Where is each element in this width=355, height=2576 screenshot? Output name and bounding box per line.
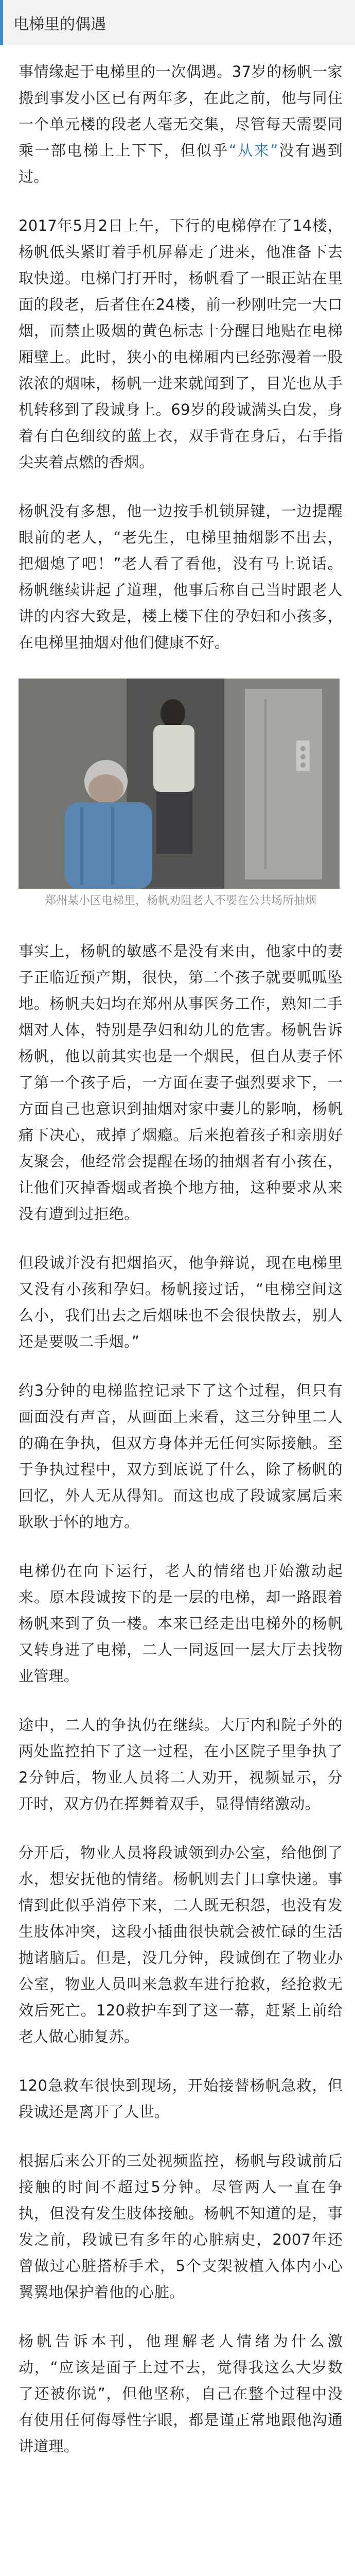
paragraph-text: 但段诚并没有把烟掐灭，他争辩说，现在电梯里又没有小孩和孕妇。杨帆接过话，“电梯空间这么小，我们出去之后烟味也不会很快散去，别人还是要吸二手烟。”	[19, 1254, 343, 1350]
paragraph-7	[19, 1558, 343, 1689]
article-title: 电梯里的偶遇	[13, 15, 106, 33]
paragraph-text: 分开后，物业人员将段诚领到办公室，给他倒了水，想安抚他的情绪。杨帆则去门口拿快递。事情到此似乎消停下来，二人既无积怨，也没有发生肢体冲突，这段小插曲很快就会被忙碌的生活抛诸脑后。但是，没几分钟，段诚倒在了物业办公室，物业人员叫来急救车进行抢救，经抢救无效后死亡。120救护车到了这一幕，赶紧上前给老人做心肺复苏。	[19, 1844, 343, 2045]
paragraph-9	[19, 1840, 343, 2050]
paragraph-text: 没有遇到过。	[19, 142, 343, 185]
paragraph-11	[19, 2148, 343, 2306]
paragraph-text: 杨帆告诉本刊，他理解老人情绪为什么激动，“应该是面子上过不去，觉得我这么大岁数了还被你说”，但他坚称，自己在整个过程中没有使用任何侮辱性字眼，都是谨正常地跟他沟通讲道理。	[19, 2332, 343, 2455]
paragraph-text: 途中，二人的争执仍在继续。大厅内和院子外的两处监控拍下了这一过程，在小区院子里争执了2分钟后，物业人员将二人劝开，视频显示，分开时，双方仍在挥舞着双手，显得情绪激动。	[19, 1716, 343, 1812]
paragraph-1	[19, 59, 343, 190]
paragraph-text: 电梯仍在向下运行，老人的情绪也开始激动起来。原本段诚按下的是一层的电梯，却一路跟着杨帆来到了负一楼。本来已经走出电梯外的杨帆又转身进了电梯，二人一同返回一层大厅去找物业管理。	[19, 1562, 343, 1685]
paragraph-8	[19, 1712, 343, 1817]
paragraph-3	[19, 498, 343, 656]
photo-caption: 郑州某小区电梯里，杨帆劝阻老人不要在公共场所抽烟	[44, 894, 316, 907]
paragraph-6	[19, 1378, 343, 1535]
paragraph-text: 根据后来公开的三处视频监控，杨帆与段诚前后接触的时间不超过5分钟。尽管两人一直在争执，但没有发生肢体接触。杨帆不知道的是，事发之前，段诚已有多年的心脏病史，2007年还曾做过心脏搭桥手术，5个支架被植入体内小心翼翼地保护着他的心脏。	[19, 2152, 343, 2301]
paragraph-5	[19, 1250, 343, 1355]
paragraph-text: 2017年5月2日上午，下行的电梯停在了14楼，杨帆低头紧盯着手机屏幕走了进来，他准备下去取快递。电梯门打开时，杨帆看了一眼正站在里面的段老，后者住在24楼，前一秒刚吐完一大口烟，而禁止吸烟的黄色标志十分醒目地贴在电梯厢壁上。此时，狭小的电梯厢内已经弥漫着一股浓浓的烟味，杨帆一进来就闻到了，目光也从手机转移到了段诚身上。69岁的段诚满头白发，身着有白色细纹的蓝上衣，双手背在身后，右手指尖夹着点燃的香烟。	[19, 217, 343, 471]
paragraph-12	[19, 2328, 343, 2460]
paragraph-10	[19, 2073, 343, 2125]
paragraph-text: 120急救车很快到现场，开始接替杨帆急救，但段诚还是离开了人世。	[19, 2077, 343, 2121]
elevator-cctv-photo	[19, 679, 340, 889]
paragraph-text: 事实上，杨帆的敏感不是没有来由，他家中的妻子正临近预产期，很快，第二个孩子就要呱呱坠地。杨帆夫妇均在郑州从事医务工作，熟知二手烟对人体，特别是孕妇和幼儿的危害。杨帆告诉杨帆，他以前其实也是一个烟民，但自从妻子怀了第一个孩子后，一方面在妻子强烈要求下，一方面自己也意识到抽烟对家中妻儿的影响，杨帆痛下决心，戒掉了烟瘾。后来抱着孩子和亲朋好友聚会，他经常会提醒在场的抽烟者有小孩在，让他们灭掉香烟或者换个地方抽，这种要求从来没有遭到过拒绝。	[19, 942, 343, 1223]
paragraph-4	[19, 938, 343, 1227]
paragraph-2	[19, 213, 343, 476]
highlighted-text: “从来”	[228, 142, 278, 159]
elevator-photo-figure	[19, 679, 343, 909]
paragraph-text: 杨帆没有多想，他一边按手机锁屏键，一边提醒眼前的老人，“老先生，电梯里抽烟影不出去，把烟熄了吧！”老人看了看他，没有马上说话。杨帆继续讲起了道理，他事后称自己当时跟老人讲的内容大致是，楼上楼下住的孕妇和小孩多，在电梯里抽烟对他们健康不好。	[19, 502, 343, 651]
paragraph-text: 约3分钟的电梯监控记录下了这个过程，但只有画面没有声音，从画面上来看，这三分钟里二人的确在争执，但双方身体并无任何实际接触。至于争执过程中，双方到底说了什么，除了杨帆的回忆，外人无从得知。而这也成了段诚家属后来耿耿于怀的地方。	[19, 1382, 343, 1531]
article-body	[0, 45, 355, 2460]
paragraph-text: 事情缘起于电梯里的一次偶遇。37岁的杨帆一家搬到事发小区已有两年多，在此之前，他与同住一个单元楼的段老人毫无交集，尽管每天需要同乘一部电梯上上下下，但似乎	[19, 63, 343, 159]
article-title-bar	[0, 0, 355, 45]
